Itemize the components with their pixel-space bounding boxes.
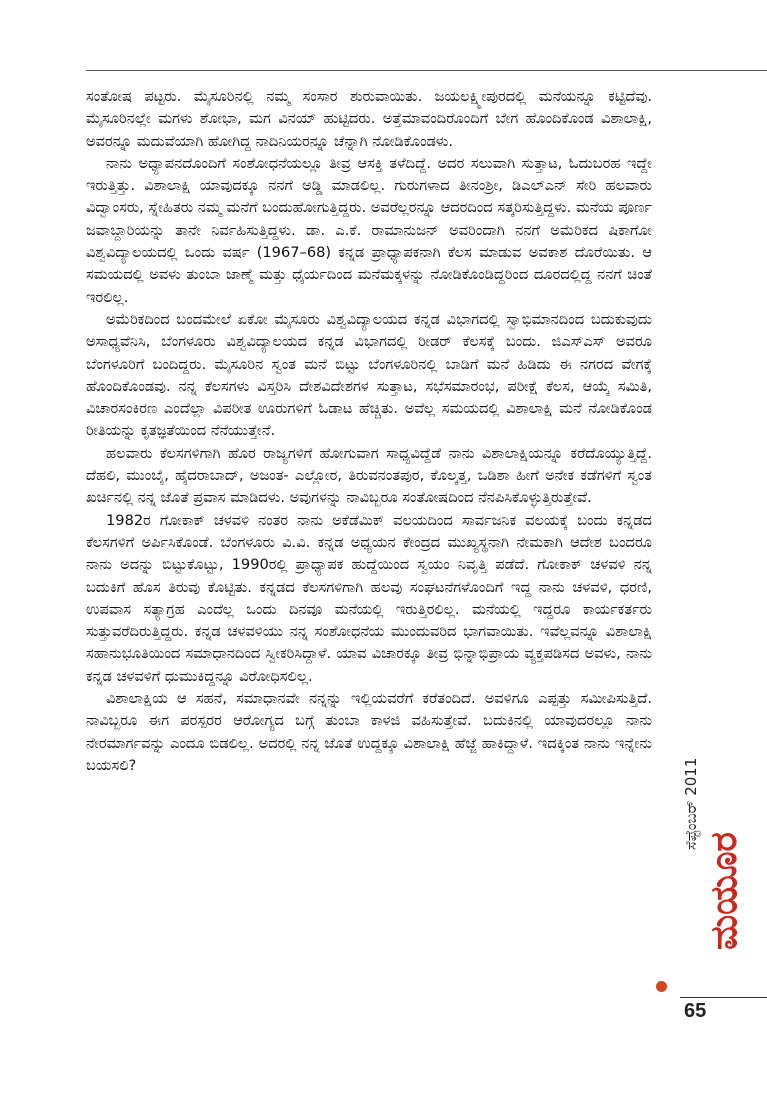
paragraph-1: ಸಂತೋಷ ಪಟ್ಟರು. ಮೈಸೂರಿನಲ್ಲಿ ನಮ್ಮ ಸಂಸಾರ ಶುರುವಾಯಿತು. ಜಯಲಕ್ಷ್ಮೀಪುರದಲ್ಲಿ ಮನೆಯನ್ನೂ ಕಟ್ಟಿದೆವು. ಮೈಸೂರಿನಲ್ಲೇ ಮಗಳು ಶೋಭಾ, ಮಗ ವಿನಯ್ ಹುಟ್ಟಿದರು. ಅತ್ತೆಮಾವಂದಿರೊಂದಿಗೆ ಬೇಗ ಹೊಂದಿಕೊಂಡ ವಿಶಾಲಾಕ್ಷಿ, ಅವರನ್ನೂ ಮದುವೆಯಾಗಿ ಹೋಗಿದ್ದ ನಾದಿನಿಯರನ್ನೂ ಚೆನ್ನಾಗಿ ನೋಡಿಕೊಂಡಳು. bbox=[86, 88, 652, 150]
article-body bbox=[86, 86, 652, 777]
top-rule bbox=[86, 70, 767, 71]
paragraph-3: ಅಮೆರಿಕದಿಂದ ಬಂದಮೇಲೆ ಏಕೋ ಮೈಸೂರು ವಿಶ್ವವಿದ್ಯಾಲಯದ ಕನ್ನಡ ವಿಭಾಗದಲ್ಲಿ ಸ್ವಾಭಿಮಾನದಿಂದ ಬದುಕುವುದು ಅಸಾಧ್ಯವೆನಿಸಿ, ಬೆಂಗಳೂರು ವಿಶ್ವವಿದ್ಯಾಲಯದ ಕನ್ನಡ ವಿಭಾಗದಲ್ಲಿ ರೀಡರ್ ಕೆಲಸಕ್ಕೆ ಬಂದು. ಜಿಎಸ್‌ಎಸ್ ಅವರೂ ಬೆಂಗಳೂರಿಗೆ ಬಂದಿದ್ದರು. ಮೈಸೂರಿನ ಸ್ವಂತ ಮನೆ ಬಿಟ್ಟು ಬೆಂಗಳೂರಿನಲ್ಲಿ ಬಾಡಿಗೆ ಮನೆ ಹಿಡಿದು ಈ ನಗರದ ವೇಗಕ್ಕೆ ಹೊಂದಿಕೊಂಡವು. ನನ್ನ ಕೆಲಸಗಳು ವಿಸ್ತರಿಸಿ ದೇಶವಿದೇಶಗಳ ಸುತ್ತಾಟ, ಸಭೆಸಮಾರಂಭ, ಪರೀಕ್ಷೆ ಕೆಲಸ, ಆಯ್ಕೆ ಸಮಿತಿ, ವಿಚಾರಸಂಕಿರಣ ಎಂದೆಲ್ಲಾ ವಿಪರೀತ ಊರುಗಳಿಗೆ ಓಡಾಟ ಹೆಚ್ಚಿತು. ಅವೆಲ್ಲ ಸಮಯದಲ್ಲಿ ವಿಶಾಲಾಕ್ಷಿ ಮನೆ ನೋಡಿಕೊಂಡ ರೀತಿಯನ್ನು ಕೃತಜ್ಞತೆಯಿಂದ ನೆನೆಯುತ್ತೇನೆ. bbox=[86, 310, 652, 440]
issue-date: ಸೆಪ್ಟೆಂಬರ್ 2011 bbox=[682, 757, 700, 850]
red-dot-icon bbox=[656, 981, 667, 992]
masthead-stack bbox=[650, 740, 745, 950]
paragraph-6: ವಿಶಾಲಾಕ್ಷಿಯ ಆ ಸಹನೆ, ಸಮಾಧಾನವೇ ನನ್ನನ್ನು ಇಲ್ಲಿಯವರೆಗೆ ಕರೆತಂದಿದೆ. ಅವಳಿಗೂ ಎಪ್ಪತ್ತು ಸಮೀಪಿಸುತ್ತಿದೆ. ನಾವಿಬ್ಬರೂ ಈಗ ಪರಸ್ಪರರ ಆರೋಗ್ಯದ ಬಗ್ಗೆ ತುಂಬಾ ಕಾಳಜಿ ವಹಿಸುತ್ತೇವೆ. ಬದುಕಿನಲ್ಲಿ ಯಾವುದರಲ್ಲೂ ನಾನು ನೇರಮಾರ್ಗವನ್ನು ಎಂದೂ ಬಿಡಲಿಲ್ಲ. ಅದರಲ್ಲಿ ನನ್ನ ಜೊತೆ ಉದ್ದಕ್ಕೂ ವಿಶಾಲಾಕ್ಷಿ ಹೆಜ್ಜೆ ಹಾಕಿದ್ದಾಳೆ. ಇದಕ್ಕಿಂತ ನಾನು ಇನ್ನೇನು ಬಯಸಲಿ? bbox=[86, 690, 652, 774]
page-number: 65 bbox=[684, 1000, 707, 1022]
paragraph-4: ಹಲವಾರು ಕೆಲಸಗಳಿಗಾಗಿ ಹೊರ ರಾಜ್ಯಗಳಿಗೆ ಹೋಗುವಾಗ ಸಾಧ್ಯವಿದ್ದೆಡೆ ನಾನು ವಿಶಾಲಾಕ್ಷಿಯನ್ನೂ ಕರೆದೊಯ್ಯುತ್ತಿದ್ದೆ. ದೆಹಲಿ, ಮುಂಬೈ, ಹೈದರಾಬಾದ್, ಅಜಂತ- ಎಲ್ಲೋರ, ತಿರುವನಂತಪುರ, ಕೊಲ್ಕತ್ತ, ಒಡಿಶಾ ಹೀಗೆ ಅನೇಕ ಕಡೆಗಳಿಗೆ ಸ್ವಂತ ಖರ್ಚಿನಲ್ಲಿ ನನ್ನ ಜೊತೆ ಪ್ರವಾಸ ಮಾಡಿದಳು. ಅವುಗಳನ್ನು ನಾವಿಬ್ಬರೂ ಸಂತೋಷದಿಂದ ನೆನಪಿಸಿಕೊಳ್ಳುತ್ತಿರುತ್ತೇವೆ. bbox=[86, 444, 652, 507]
footer-rule bbox=[680, 997, 767, 998]
paragraph-2: ನಾನು ಅಧ್ಯಾಪನದೊಂದಿಗೆ ಸಂಶೋಧನೆಯಲ್ಲೂ ತೀವ್ರ ಆಸಕ್ತಿ ತಳೆದಿದ್ದೆ. ಅದರ ಸಲುವಾಗಿ ಸುತ್ತಾಟ, ಓದುಬರಹ ಇದ್ದೇ ಇರುತ್ತಿತ್ತು. ವಿಶಾಲಾಕ್ಷಿ ಯಾವುದಕ್ಕೂ ನನಗೆ ಅಡ್ಡಿ ಮಾಡಲಿಲ್ಲ. ಗುರುಗಳಾದ ತೀನಂಶ್ರೀ, ಡಿಎಲ್‌ಎನ್ ಸೇರಿ ಹಲವಾರು ವಿದ್ವಾಂಸರು, ಸ್ನೇಹಿತರು ನಮ್ಮ ಮನೆಗೆ ಬಂದುಹೋಗುತ್ತಿದ್ದರು. ಅವರೆಲ್ಲರನ್ನೂ ಆದರದಿಂದ ಸತ್ಕರಿಸುತ್ತಿದ್ದಳು. ಮನೆಯ ಪೂರ್ಣ ಜವಾಬ್ದಾರಿಯನ್ನು ತಾನೇ ನಿರ್ವಹಿಸುತ್ತಿದ್ದಳು. ಡಾ. ಎ.ಕೆ. ರಾಮಾನುಜನ್ ಅವರಿಂದಾಗಿ ನನಗೆ ಅಮೆರಿಕದ ಷಿಕಾಗೋ ವಿಶ್ವವಿದ್ಯಾಲಯದಲ್ಲಿ ಒಂದು ವರ್ಷ (1967–68) ಕನ್ನಡ ಪ್ರಾಧ್ಯಾಪಕನಾಗಿ ಕೆಲಸ ಮಾಡುವ ಅವಕಾಶ ದೊರೆಯಿತು. ಆ ಸಮಯದಲ್ಲಿ ಅವಳು ತುಂಬಾ ಜಾಣ್ಮೆ ಮತ್ತು ಧೈರ್ಯದಿಂದ ಮನೆಮಕ್ಕಳನ್ನು ನೋಡಿಕೊಂಡಿದ್ದರಿಂದ ದೂರದಲ್ಲಿದ್ದ ನನಗೆ ಚಿಂತೆ ಇರಲಿಲ್ಲ. bbox=[86, 154, 652, 306]
magazine-sidebar bbox=[650, 740, 745, 1000]
paragraph-5: 1982ರ ಗೋಕಾಕ್ ಚಳವಳಿ ನಂತರ ನಾನು ಅಕೆಡೆಮಿಕ್ ವಲಯದಿಂದ ಸಾರ್ವಜನಿಕ ವಲಯಕ್ಕೆ ಬಂದು ಕನ್ನಡದ ಕೆಲಸಗಳಿಗೆ ಅರ್ಪಿಸಿಕೊಂಡೆ. ಬೆಂಗಳೂರು ವಿ.ವಿ. ಕನ್ನಡ ಅಧ್ಯಯನ ಕೇಂದ್ರದ ಮುಖ್ಯಸ್ಥನಾಗಿ ನೇಮಕಾಗಿ ಆದೇಶ ಬಂದರೂ ನಾನು ಅದನ್ನು ಬಿಟ್ಟುಕೊಟ್ಟು, 1990ರಲ್ಲಿ ಪ್ರಾಧ್ಯಾಪಕ ಹುದ್ದೆಯಿಂದ ಸ್ವಯಂ ನಿವೃತ್ತಿ ಪಡೆದೆ. ಗೋಕಾಕ್ ಚಳವಳಿ ನನ್ನ ಬದುಕಿಗೆ ಹೊಸ ತಿರುವು ಕೊಟ್ಟಿತು. ಕನ್ನಡದ ಕೆಲಸಗಳಿಗಾಗಿ ಹಲವು ಸಂಘಟನೆಗಳೊಂದಿಗೆ ಇದ್ದ ನಾನು ಚಳವಳಿ, ಧರಣಿ, ಉಪವಾಸ ಸತ್ಯಾಗ್ರಹ ಎಂದೆಲ್ಲ ಒಂದು ದಿನವೂ ಮನೆಯಲ್ಲಿ ಇರುತ್ತಿರಲಿಲ್ಲ. ಮನೆಯಲ್ಲಿ ಇದ್ದರೂ ಕಾರ್ಯಕರ್ತರು ಸುತ್ತುವರೆದಿರುತ್ತಿದ್ದರು. ಕನ್ನಡ ಚಳವಳಿಯು ನನ್ನ ಸಂಶೋಧನೆಯ ಮುಂದುವರಿದ ಭಾಗವಾಯಿತು. ಇವೆಲ್ಲವನ್ನೂ ವಿಶಾಲಾಕ್ಷಿ ಸಹಾನುಭೂತಿಯಿಂದ ಸಮಾಧಾನದಿಂದ ಸ್ವೀಕರಿಸಿದ್ದಾಳೆ. ಯಾವ ವಿಚಾರಕ್ಕೂ ತೀವ್ರ ಭಿನ್ನಾಭಿಪ್ರಾಯ ವ್ಯಕ್ತಪಡಿಸದ ಅವಳು, ನಾನು ಕನ್ನಡ ಚಳವಳಿಗೆ ಧುಮುಕಿದ್ದನ್ನೂ ವಿರೋಧಿಸಲಿಲ್ಲ. bbox=[86, 511, 652, 685]
magazine-logo: ಮಯೂರ bbox=[702, 832, 745, 950]
